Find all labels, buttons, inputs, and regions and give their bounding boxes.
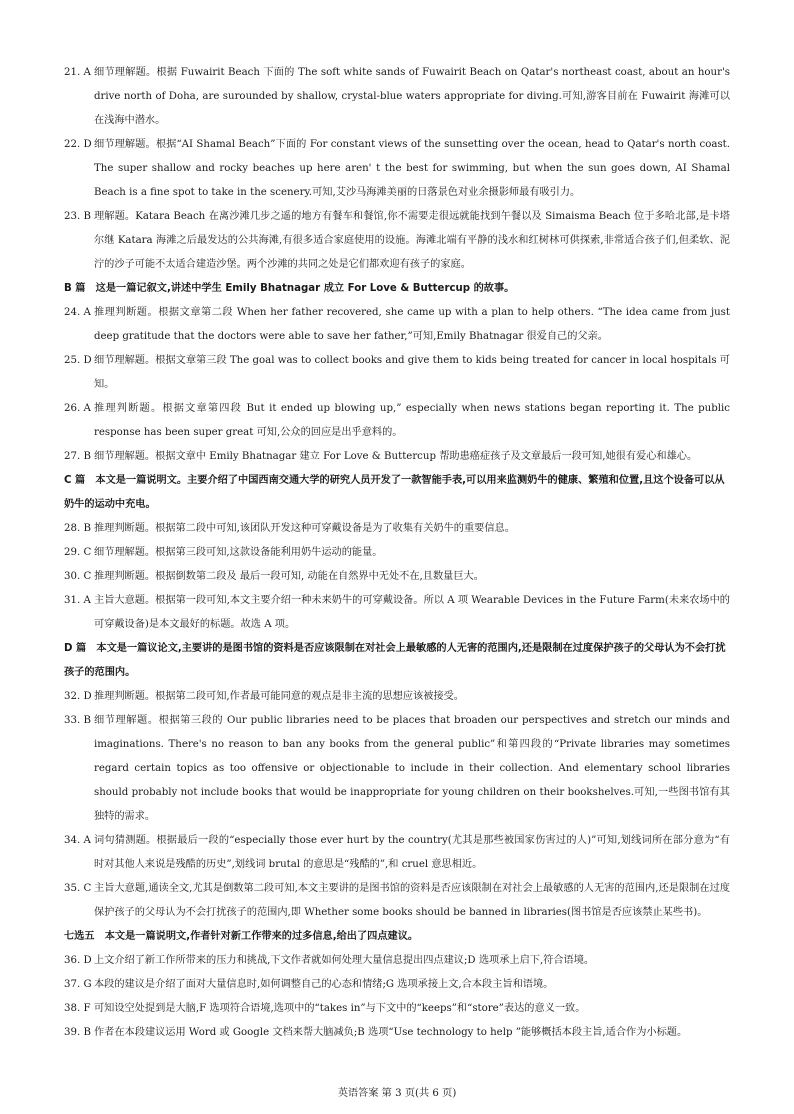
answer-item: [64, 205, 730, 277]
answer-explanation: 作者在本段建议运用 Word 或 Google 文档来帮大脑减负;B 选项“Use technology to help ”能够概括本段主旨,适合作为小标题。: [94, 1027, 688, 1038]
answer-explanation: 上文介绍了新工作所带来的压力和挑战,下文作者就如何处理大量信息提出四点建议;D 选项承上启下,符合语境。: [94, 955, 595, 966]
answer-number: 37. G: [64, 979, 92, 990]
answer-item: [64, 973, 730, 997]
answer-explanation: 主旨大意题,通读全文,尤其是倒数第二段可知,本文主要讲的是图书馆的资料是否应该限制在对社会上最敏感的人无害的范围内,还是限制在过度保护孩子的父母认为不会打扰孩子的范围内,即 Whether some books should be banned in libraries(图书馆是否应该禁止某些书)。: [94, 883, 730, 918]
answer-item: [64, 589, 730, 637]
answer-item: [64, 541, 730, 565]
answer-number: 27. B: [64, 451, 91, 462]
answer-explanation: 本段的建议是介绍了面对大量信息时,如何调整自己的心态和情绪;G 选项承接上文,合本段主旨和语境。: [94, 979, 554, 990]
answer-item: [64, 301, 730, 349]
answer-explanation: 细节理解题。根据第三段的 Our public libraries need to be places that broaden our perspectives and stretch our minds and imaginations. There's no reason to ban any books from the general public”和第四段的“Private libraries may sometimes regard certain topics as too offensive or objectionable to include in their collection. And elementary school libraries should probably not include books that would be inappropriate for young children on their bookshelves.可知,一些图书馆有其独特的需求。: [94, 715, 730, 822]
answer-number: 29. C: [64, 547, 92, 558]
answer-explanation: 细节理解题。根据文章第三段 The goal was to collect books and give them to kids being treated for cancer in local hospitals 可知。: [94, 355, 730, 390]
answer-item: [64, 709, 730, 829]
section-heading: 七选五 本文是一篇说明文,作者针对新工作带来的过多信息,给出了四点建议。: [64, 931, 419, 942]
answer-explanation: 细节理解题。根据“AI Shamal Beach”下面的 For constant views of the sunsetting over the ocean, head to Qatar's north coast. The super shallow and rocky beaches up here aren' t the best for swimming, but when the sun goes down, AI Shamal Beach is a fine spot to take in the scenery.可知,艾沙马海滩美丽的日落景色对业余摄影师最有吸引力。: [94, 139, 730, 198]
answer-number: 36. D: [64, 955, 92, 966]
answer-explanation: 细节理解题。根据第三段可知,这款设备能利用奶牛运动的能量。: [94, 547, 383, 558]
answer-number: 32. D: [64, 691, 92, 702]
answer-number: 21. A: [64, 67, 91, 78]
answer-number: 22. D: [64, 139, 92, 150]
section-heading: C 篇 本文是一篇说明文。主要介绍了中国西南交通大学的研究人员开发了一款智能手表,可以用来监测奶牛的健康、繁殖和位置,且这个设备可以从奶牛的运动中充电。: [64, 475, 725, 510]
section-heading: D 篇 本文是一篇议论文,主要讲的是图书馆的资料是否应该限制在对社会上最敏感的人无害的范围内,还是限制在过度保护孩子的父母认为不会打扰孩子的范围内。: [64, 643, 726, 678]
answer-explanation: 推理判断题。根据倒数第二段及 最后一段可知, 动能在自然界中无处不在,且数量巨大。: [94, 571, 484, 582]
answer-explanation: 推理判断题。根据第二段可知,作者最可能同意的观点是非主流的思想应该被接受。: [94, 691, 464, 702]
answer-item: [64, 949, 730, 973]
answer-explanation: 推理判断题。根据文章第四段 But it ended up blowing up,” especially when news stations began reporting it. The public response has been super great 可知,公众的回应是出乎意料的。: [94, 403, 730, 438]
answer-item: [64, 685, 730, 709]
answer-item: [64, 133, 730, 205]
answer-number: 39. B: [64, 1027, 91, 1038]
answer-item: [64, 445, 730, 469]
answer-number: 30. C: [64, 571, 92, 582]
answer-number: 35. C: [64, 883, 92, 894]
answer-item: [64, 829, 730, 877]
answer-explanation: 可知设空处提到是大脑,F 选项符合语境,选项中的“takes in”与下文中的“keeps”和“store”表达的意义一致。: [94, 1003, 586, 1014]
answer-item: [64, 877, 730, 925]
answer-number: 28. B: [64, 523, 91, 534]
answer-number: 31. A: [64, 595, 91, 606]
answer-item: [64, 565, 730, 589]
page-footer: 英语答案 第 3 页(共 6 页): [337, 1088, 457, 1099]
answer-item: [64, 397, 730, 445]
answer-number: 26. A: [64, 403, 91, 414]
answer-explanation: 理解题。Katara Beach 在离沙滩几步之遥的地方有餐车和餐馆,你不需要走很远就能找到午餐以及 Simaisma Beach 位于多哈北部,是卡塔尔继 Katara 海滩之后最发达的公共海滩,有很多适合家庭使用的设施。海滩北端有平静的浅水和红树林可供探索,非常适合孩子们,但柔软、泥泞的沙子可能不太适合建造沙堡。两个沙滩的共同之处是它们都欢迎有孩子的家庭。: [94, 211, 730, 270]
answer-item: [64, 349, 730, 397]
answer-explanation: 细节理解题。根据 Fuwairit Beach 下面的 The soft white sands of Fuwairit Beach on Qatar's northeast coast, about an hour's drive north of Doha, are surounded by shallow, crystal-blue waters appropriate for diving.可知,游客目前在 Fuwairit 海滩可以在浅海中潜水。: [94, 67, 730, 126]
answer-number: 25. D: [64, 355, 92, 366]
answer-item: [64, 1021, 730, 1045]
section-heading: B 篇 这是一篇记叙文,讲述中学生 Emily Bhatnagar 成立 For Love & Buttercup 的故事。: [64, 283, 515, 294]
answer-number: 33. B: [64, 715, 91, 726]
answer-number: 38. F: [64, 1003, 91, 1014]
answer-explanation: 词句猜测题。根据最后一段的“especially those ever hurt by the country(尤其是那些被国家伤害过的人)”可知,划线词所在部分意为“有时对其他人来说是残酷的历史”,划线词 brutal 的意思是“残酷的”,和 cruel 意思相近。: [94, 835, 730, 870]
answer-explanation: 主旨大意题。根据第一段可知,本文主要介绍一种未来奶牛的可穿戴设备。所以 A 项 Wearable Devices in the Future Farm(未来农场中的可穿戴设备)是本文最好的标题。故选 A 项。: [94, 595, 730, 630]
answer-number: 24. A: [64, 307, 91, 318]
answer-explanation: 推理判断题。根据文章第二段 When her father recovered, she came up with a plan to help others. “The idea came from just deep gratitude that the doctors were able to save her father,”可知,Emily Bhatnagar 很爱自己的父亲。: [94, 307, 730, 342]
answer-content: [64, 61, 730, 1045]
answer-number: 34. A: [64, 835, 91, 846]
answer-item: [64, 517, 730, 541]
answer-item: [64, 997, 730, 1021]
answer-item: [64, 61, 730, 133]
answer-explanation: 细节理解题。根据文章中 Emily Bhatnagar 建立 For Love & Buttercup 帮助患癌症孩子及文章最后一段可知,她很有爱心和雄心。: [94, 451, 698, 462]
answer-number: 23. B: [64, 211, 91, 222]
answer-explanation: 推理判断题。根据第二段中可知,该团队开发这种可穿戴设备是为了收集有关奶牛的重要信息。: [94, 523, 515, 534]
